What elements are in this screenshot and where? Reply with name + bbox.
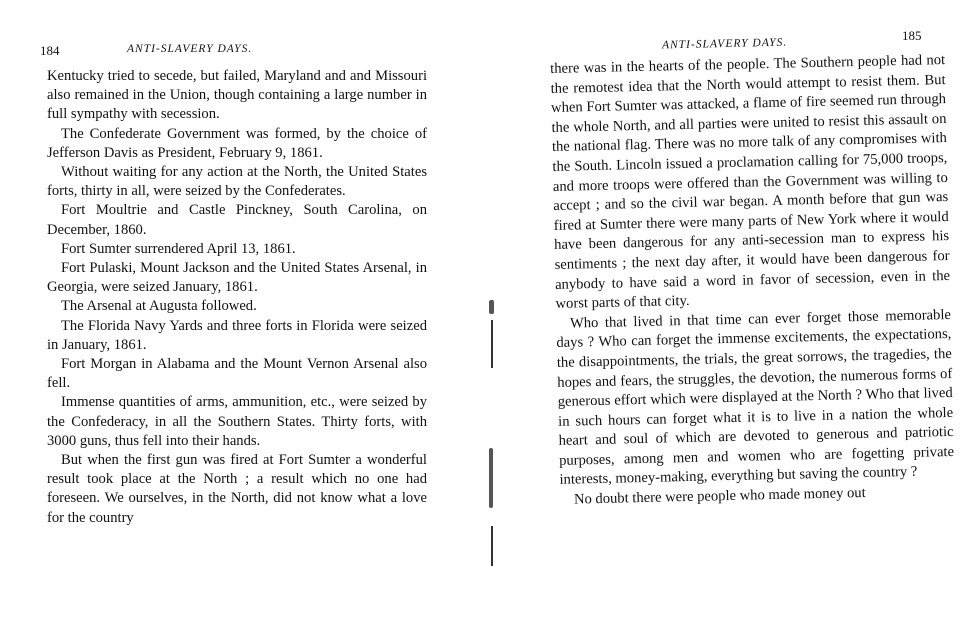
paragraph: Fort Pulaski, Mount Jackson and the United States Arsenal, in Georgia, were seized January, 1861. [47, 260, 427, 296]
paragraph: Fort Morgan in Alabama and the Mount Vernon Arsenal also fell. [47, 356, 427, 392]
left-page-body [47, 67, 427, 528]
paragraph: The Arsenal at Augusta followed. [61, 298, 257, 315]
left-page-number: 184 [40, 43, 60, 58]
paragraph: Fort Moultrie and Castle Pinckney, South Carolina, on December, 1860. [47, 202, 427, 238]
paragraph: Fort Sumter surrendered April 13, 1861. [61, 240, 296, 257]
right-page-number: 185 [902, 28, 922, 43]
paragraph: Kentucky tried to secede, but failed, Maryland and and Missouri also remained in the Union, though containing a large number in full sympathy with secession. [47, 68, 427, 123]
gutter-shadow [491, 320, 493, 368]
gutter-shadow [491, 526, 493, 566]
paragraph: The Florida Navy Yards and three forts in Florida were seized in January, 1861. [47, 317, 427, 353]
paragraph: Immense quantities of arms, ammunition, etc., were seized by the Confederacy, in all the Southern States. Thirty forts, with 3000 guns, thus fell into their hands. [47, 394, 427, 449]
paragraph: But when the first gun was fired at Fort Sumter a wonderful result took place at the North ; a result which no one had foreseen. We ourselves, in the North, did not know what a love for the country [47, 452, 427, 526]
paragraph: Who that lived in that time can ever forget those memorable days ? Who can forget the immense excitements, the expectations, the disappointments, the trials, the great sorrows, the tragedies, the hopes and fears, the struggles, the devotion, the numerous forms of generous effort which were displayed at the North ? Who that lived in such hours can forget what it is to live in a nation the whole heart and soul of which are devoted to generous and patriotic purposes, among men and women who are fogetting private interests, money-making, everything but saving the country ? [556, 306, 955, 489]
spine-mark [489, 448, 493, 508]
paragraph: The Confederate Government was formed, by the choice of Jefferson Davis as President, February 9, 1861. [47, 125, 427, 161]
paragraph: No doubt there were people who made money out [573, 485, 866, 508]
spine-mark [489, 300, 494, 314]
paragraph: Without waiting for any action at the North, the United States forts, thirty in all, were seized by the Confederates. [47, 164, 427, 200]
paragraph: there was in the hearts of the people. The Southern people had not the remotest idea that the North would attempt to resist them. But when Fort Sumter was attacked, a flame of fire seemed run through the whole North, and all parties were united to resist this assault on the national flag. There was no more talk of any compromises with the South. Lincoln issued a proclamation calling for 75,000 troops, and more troops were offered than the Government was willing to accept ; and so the civil war began. A month before that gun was fired at Sumter there were many parts of New York where it would have been dangerous for any anti-secession man to express his sentiments ; the next day after, it would have been dangerous for anybody to have said a word in favor of secession, even in the worst parts of that city. [550, 52, 951, 313]
right-page-body [550, 51, 955, 511]
right-running-title: ANTI-SLAVERY DAYS. [661, 36, 788, 52]
right-page [500, 0, 980, 631]
left-running-title: ANTI-SLAVERY DAYS. [127, 43, 253, 55]
